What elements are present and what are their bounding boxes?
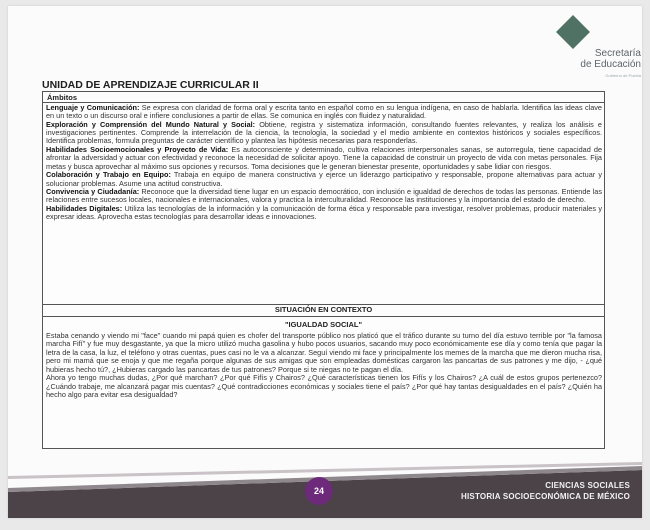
story-title: "IGUALDAD SOCIAL" <box>284 320 363 329</box>
ambito-text: Es autoconsciente y determinado, cultiva relaciones interpersonales sanas, se autorregula, tiene capacidad de afrontar la adversidad y actuar con efectividad y reconoce la necesidad de solicitar apoyo. Tiene la capacidad de construir un proyecto de vida con metas personales. Fija metas y busca aprovechar al máximo sus opciones y recursos. Toma decisiones que le generan bienestar presente, oportunidades y sabe lidiar con riesgos. <box>46 145 603 171</box>
ambito-term: Habilidades Digitales: <box>46 204 123 214</box>
situation-heading: SITUACIÓN EN CONTEXTO <box>274 305 373 314</box>
subject-label <box>461 480 630 502</box>
ambito-term: Convivencia y Ciudadanía: <box>46 187 140 197</box>
subject-line-2: HISTORIA SOCIOECONÓMICA DE MÉXICO <box>461 492 630 501</box>
ambito-term: Lenguaje y Comunicación: <box>46 103 140 112</box>
unit-title: UNIDAD DE APRENDIZAJE CURRICULAR II <box>42 79 259 91</box>
logo-line-1: Secretaría <box>594 48 641 59</box>
ambito-term: Exploración y Comprensión del Mundo Natural y Social: <box>46 119 256 129</box>
document-page <box>8 6 642 518</box>
ambito-term: Colaboración y Trabajo en Equipo: <box>46 170 171 180</box>
divider <box>43 316 604 317</box>
logo-line-2: de Educación <box>580 59 641 70</box>
logo-subtitle: Gobierno de Puebla <box>605 73 641 78</box>
story-text <box>46 332 602 400</box>
content-table <box>42 91 605 449</box>
ambito-text: Se expresa con claridad de forma oral y escrita tanto en español como en su lengua indígena, en caso de hablarla. Identifica las ideas clave en un texto o un discurso oral e infiere conclusiones a partir de ellas. Se comunica en inglés con fluidez y naturalidad. <box>46 103 602 121</box>
ambito-lenguaje <box>46 104 602 121</box>
ambito-text: Trabaja en equipo de manera constructiva y ejerce un liderazgo participativo y responsable, propone alternativas para actuar y solucionar problemas. Asume una actitud constructiva. <box>46 170 602 188</box>
logo-emblem-icon <box>556 15 590 49</box>
ambitos-list <box>46 104 602 222</box>
ambito-text: Obtiene, registra y sistematiza información, consultando fuentes relevantes, y realiza los análisis e investigaciones pertinentes. Comprende la interrelación de la ciencia, la tecnología, la sociedad y el medio ambiente en contextos históricos y sociales específicos. Identifica problemas, formula preguntas de carácter científico y plantea las hipótesis necesarias para responderlas. <box>46 119 602 146</box>
subject-line-1: CIENCIAS SOCIALES <box>545 481 630 490</box>
ambito-text: Reconoce que la diversidad tiene lugar en un espacio democrático, con inclusión e igualdad de derechos de todas las personas. Entiende las relaciones entre sucesos locales, nacionales e internacionales, valora y practica la interculturalidad. Reconoce las instituciones y la importancia del estado de derecho. <box>46 187 602 205</box>
page-number: 24 <box>305 477 333 505</box>
ambito-convivencia <box>46 188 602 205</box>
ambitos-heading: Ámbitos <box>47 93 77 102</box>
secretaria-logo <box>551 20 641 86</box>
ambito-term: Habilidades Socioemocionales y Proyecto de Vida: <box>46 145 229 155</box>
ambito-text: Utiliza las tecnologías de la información y la comunicación de forma ética y responsable para investigar, resolver problemas, producir materiales y expresar ideas. Aprovecha estas tecnologías para desarrollar ideas e innovaciones. <box>46 204 602 222</box>
logo-text <box>575 48 641 70</box>
ambito-socioemocionales <box>46 146 602 171</box>
story-paragraph: Estaba cenando y viendo mi "face" cuando mi papá quien es chofer del transporte público nos platicó que el tráfico durante su turno del día estuvo terrible por "la famosa marcha Fifí" y fue muy desgastante, ya que la micro utilizó mucha gasolina y hubo pocos usuarios, sacando muy poco económicamente ese día y como tenía que pagar la letra de la casa, la luz, el teléfono y otras cuentas, pues casi no le va a alcanzar. Seguí viendo mi face y principalmente los memes de la marcha que me dieron mucha risa, pero mi mamá que se enoja y que me regaña porque algunas de sus amigas que son empleadas domésticas cargaron las pancartas de sus patrones y me dijo, - ¿qué hubieras hecho tú?, ¿Hubieras cargado las pancartas de tus patrones? Porque si te niegas no te pagan el día. <box>46 331 602 374</box>
story-paragraph: Ahora yo tengo muchas dudas, ¿Por qué marchan? ¿Por qué Fifís y Chairos? ¿Qué características tienen los Fifís y los Chairos? ¿A cuál de estos grupos pertenezco? ¿Cuándo trabaje, me alcanzará pagar mis cuentas? ¿Qué contradicciones económicas y sociales tiene el país? ¿Por qué hay tantas desigualdades en el país? ¿Quién ha hecho algo para evitar esa desigualdad? <box>46 373 602 400</box>
ambito-colaboracion <box>46 171 602 188</box>
ambito-exploracion <box>46 121 602 146</box>
ambito-digitales <box>46 205 602 222</box>
